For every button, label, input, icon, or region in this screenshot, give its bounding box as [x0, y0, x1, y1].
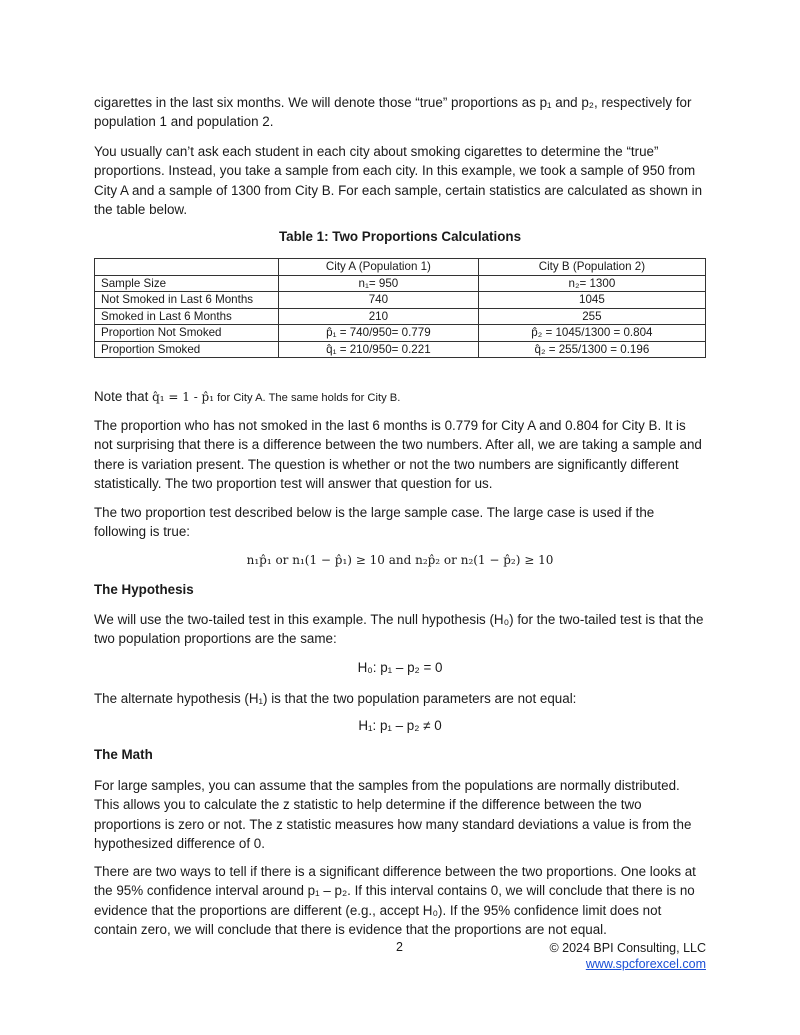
- heading-math: The Math: [94, 747, 153, 762]
- table-cell: Sample Size: [95, 275, 279, 292]
- note-line: [94, 389, 400, 404]
- table-cell: Smoked in Last 6 Months: [95, 308, 279, 325]
- alternate-hypothesis-equation: H₁: p₁ – p₂ ≠ 0: [358, 718, 442, 733]
- paragraph-z-statistic: For large samples, you can assume that the samples from the populations are normally distributed. This allows you to calculate the z statistic to help determine if the difference between the two proportions is zero or not. The z statistic measures how many standard deviations a value is from the hypothesized difference of 0.: [94, 778, 692, 852]
- table-cell: n₂= 1300: [478, 275, 705, 292]
- note-prefix: Note that: [94, 389, 153, 404]
- null-hypothesis-equation: H₀: p₁ – p₂ = 0: [357, 660, 443, 675]
- table-header-cell: City A (Population 1): [279, 259, 479, 276]
- table-cell: Proportion Smoked: [95, 341, 279, 358]
- table-row: [95, 308, 706, 325]
- note-formula: q̂₁ = 1 - p̂₁: [152, 390, 215, 404]
- table-caption: Table 1: Two Proportions Calculations: [278, 229, 522, 244]
- table-row: [95, 292, 706, 309]
- proportions-table: [94, 258, 706, 358]
- paragraph-proportions-intro: cigarettes in the last six months. We will denote those “true” proportions as p₁ and p₂, respectively for population 1 and population 2.: [94, 95, 692, 130]
- table-cell: 1045: [478, 292, 705, 309]
- heading-hypothesis: The Hypothesis: [94, 582, 194, 597]
- table-row: [95, 275, 706, 292]
- website-link[interactable]: www.spcforexcel.com: [585, 957, 706, 971]
- table-cell: p̂₂ = 1045/1300 = 0.804: [478, 325, 705, 342]
- table-cell: q̂₁ = 210/950= 0.221: [279, 341, 479, 358]
- paragraph-alternate-hypothesis: The alternate hypothesis (H₁) is that the two population parameters are not equal:: [94, 691, 577, 706]
- paragraph-large-sample: The two proportion test described below is the large sample case. The large case is used if the following is true:: [94, 505, 655, 540]
- table-cell: p̂₁ = 740/950= 0.779: [279, 325, 479, 342]
- copyright-text: © 2024 BPI Consulting, LLC: [549, 941, 706, 955]
- table-cell: 255: [478, 308, 705, 325]
- table-header-cell: City B (Population 2): [478, 259, 705, 276]
- page-number: 2: [396, 940, 403, 954]
- paragraph-observed-difference: The proportion who has not smoked in the last 6 months is 0.779 for City A and 0.804 for City B. It is not surprising that there is a difference between the two numbers. After all, we are taking a sample and there is variation present. The question is whether or not the two numbers are significantly different statistically. The two proportion test will answer that question for us.: [94, 418, 702, 492]
- table-row: [95, 325, 706, 342]
- table-header-cell: [95, 259, 279, 276]
- footer-credits: [549, 940, 706, 972]
- table-cell: 210: [279, 308, 479, 325]
- table-cell: Proportion Not Smoked: [95, 325, 279, 342]
- table-row: [95, 341, 706, 358]
- paragraph-confidence-interval: There are two ways to tell if there is a significant difference between the two proportions. One looks at the 95% confidence interval around p₁ – p₂. If this interval contains 0, we will conclude that there is no evidence that the proportions are different (e.g., accept H₀). If the 95% confidence limit does not contain zero, we will conclude that there is evidence that the proportions are not equal.: [94, 864, 696, 938]
- table-cell: 740: [279, 292, 479, 309]
- table-cell: q̂₂ = 255/1300 = 0.196: [478, 341, 705, 358]
- paragraph-null-hypothesis: We will use the two-tailed test in this example. The null hypothesis (H₀) for the two-tailed test is that the two population proportions are the same:: [94, 612, 704, 647]
- note-suffix: for City A. The same holds for City B.: [214, 392, 401, 404]
- paragraph-sampling: You usually can’t ask each student in each city about smoking cigarettes to determine the “true” proportions. Instead, you take a sample from each city. In this example, we took a sample of 950 from City A and a sample of 1300 from City B. For each sample, certain statistics are calculated as shown in the table below.: [94, 144, 703, 218]
- table-cell: n₁= 950: [279, 275, 479, 292]
- table-header-row: [95, 259, 706, 276]
- table-cell: Not Smoked in Last 6 Months: [95, 292, 279, 309]
- large-sample-condition: n₁p̂₁ or n₁(1 − p̂₁) ≥ 10 and n₂p̂₂ or n₂(1 − p̂₂) ≥ 10: [246, 553, 554, 567]
